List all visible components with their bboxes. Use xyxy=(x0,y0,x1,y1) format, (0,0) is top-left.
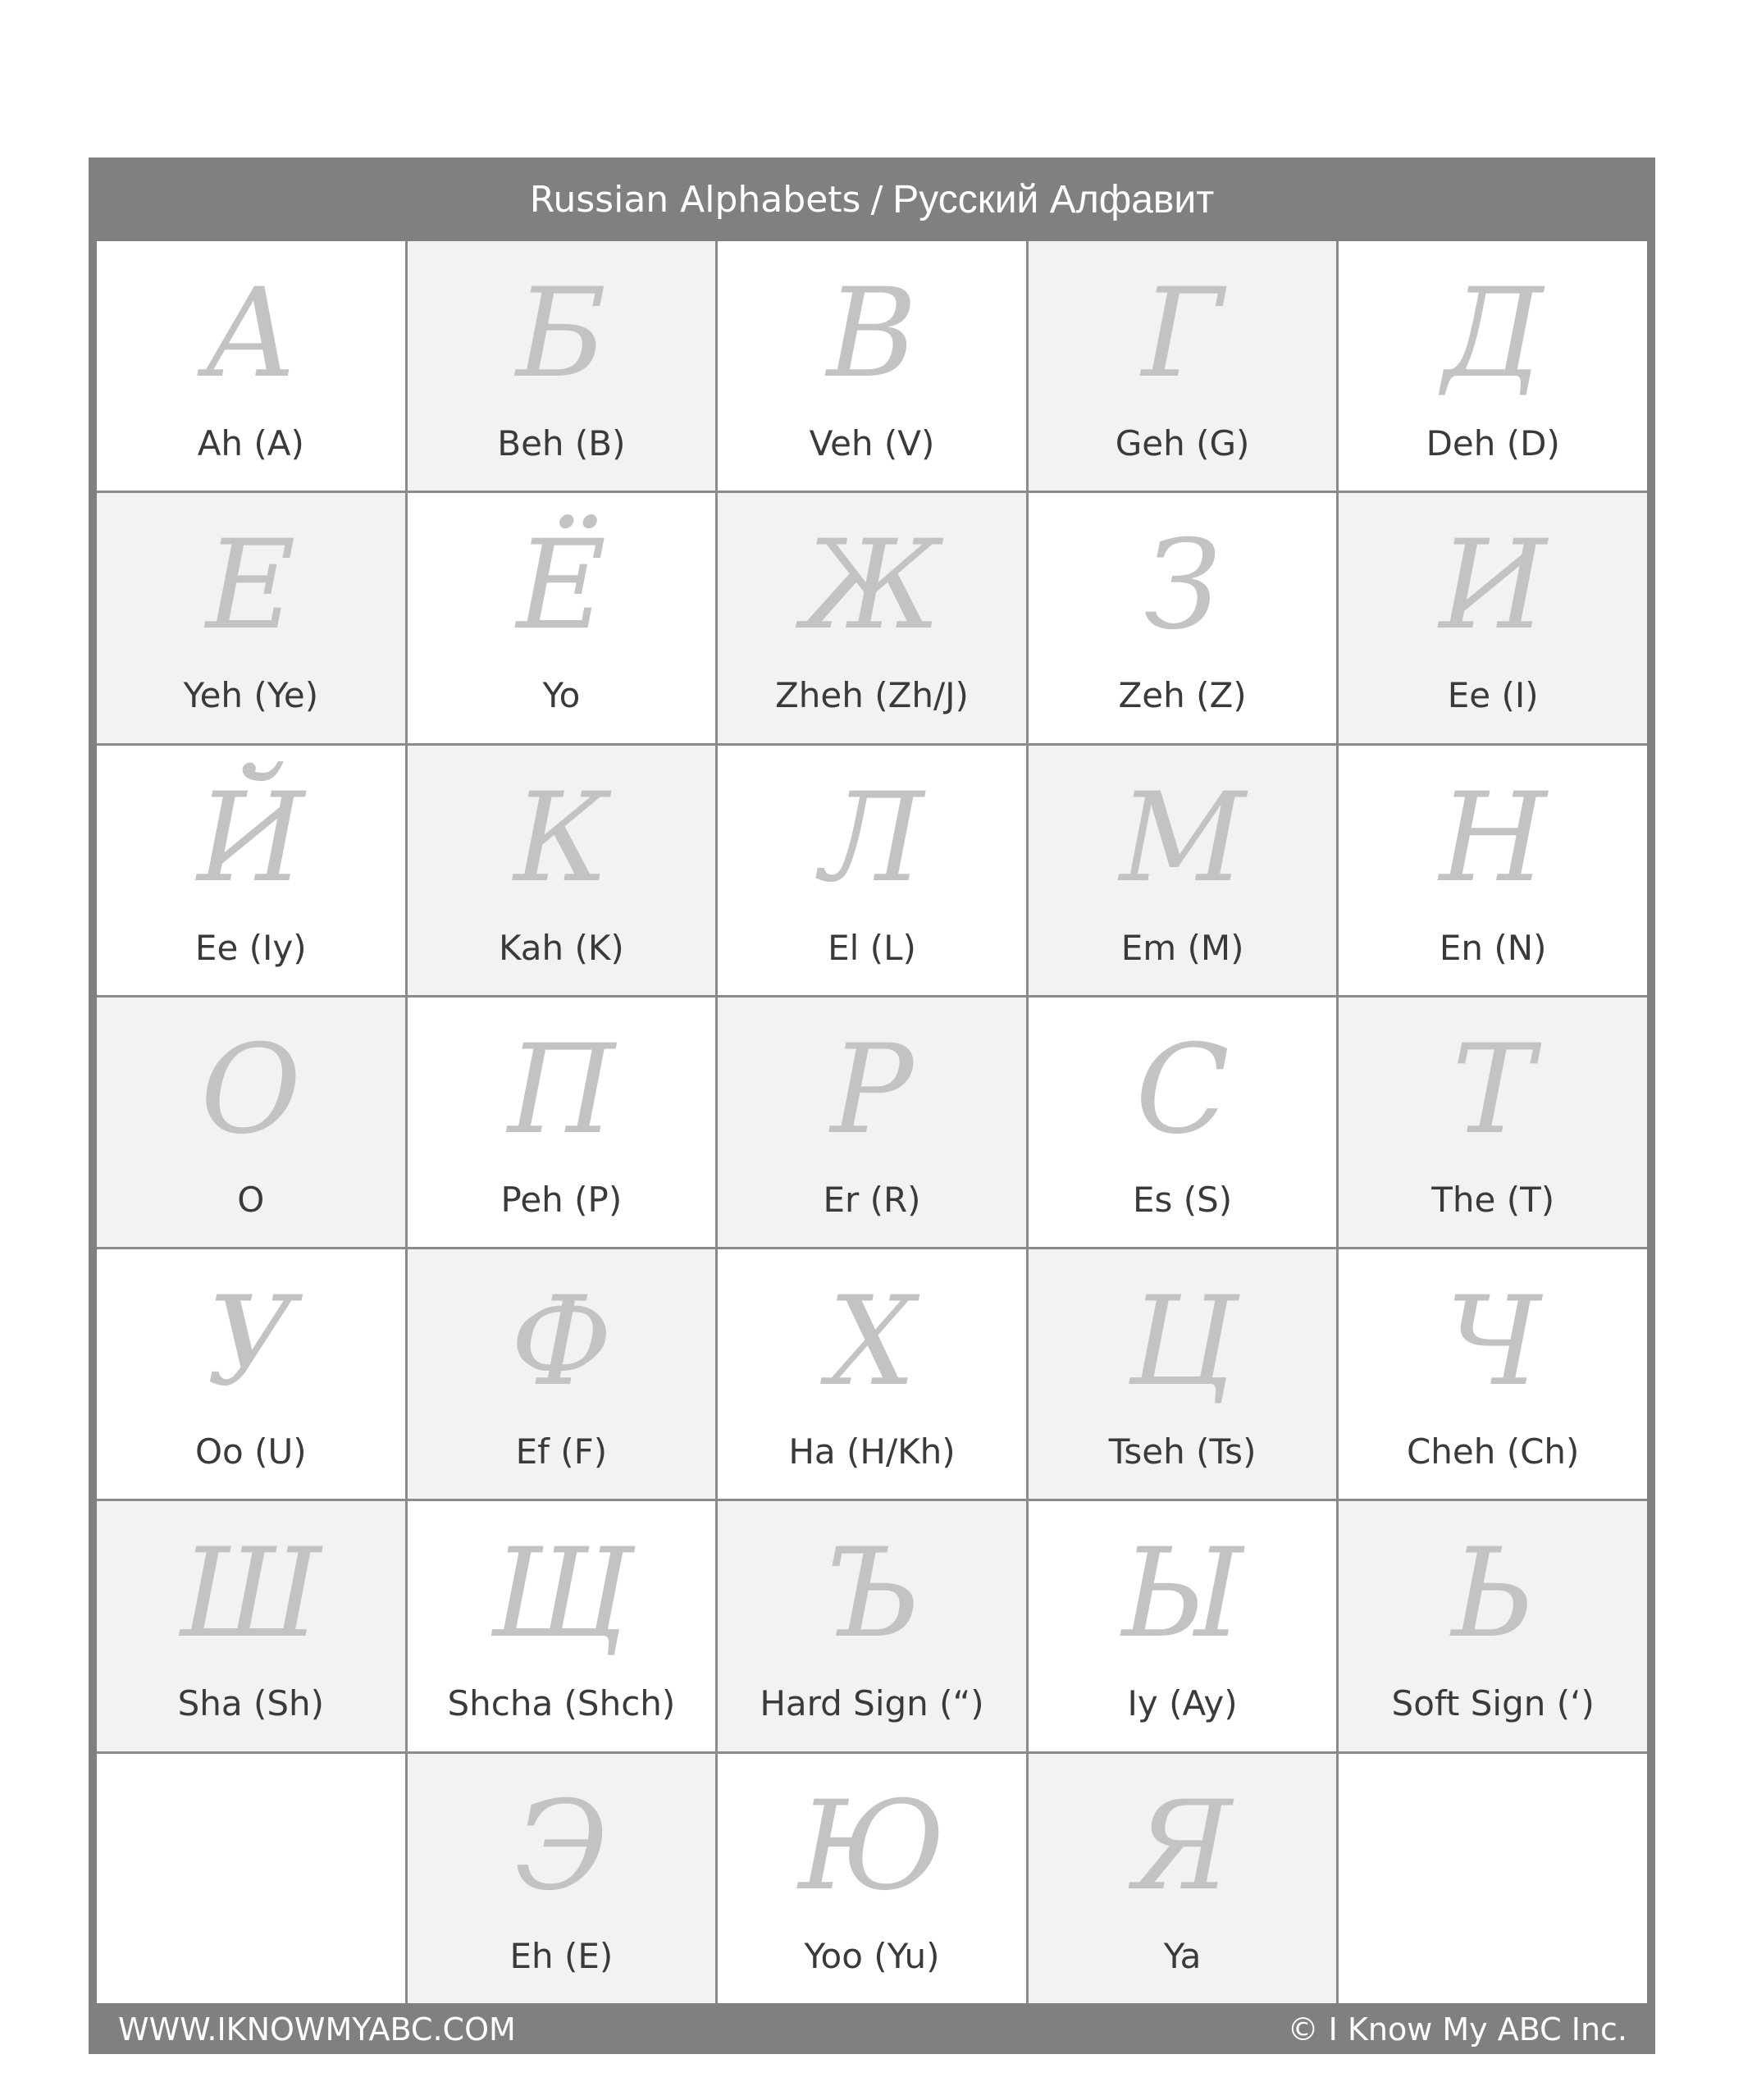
title-english: Russian Alphabets xyxy=(529,178,861,221)
cursive-letter: З xyxy=(1143,514,1221,658)
cursive-letter: Ю xyxy=(798,1774,946,1918)
letter-name: Yo xyxy=(542,675,581,716)
letter-name: Em (M) xyxy=(1120,927,1244,968)
letter-name: The (T) xyxy=(1431,1179,1555,1220)
letter-cell-de xyxy=(1339,241,1647,491)
letter-cell-soft-sign xyxy=(1339,1501,1647,1751)
cursive-letter: Ж xyxy=(802,514,942,658)
letter-name: Cheh (Ch) xyxy=(1406,1431,1580,1472)
letter-name: Deh (D) xyxy=(1426,423,1560,463)
cursive-letter: Н xyxy=(1439,766,1547,910)
letter-cell-sha xyxy=(97,1501,405,1751)
letter-name: Ha (H/Kh) xyxy=(788,1431,956,1472)
cursive-letter: К xyxy=(513,766,609,910)
letter-name: Shcha (Shch) xyxy=(447,1683,676,1724)
letter-cell-er xyxy=(718,998,1026,1247)
letter-name: Ef (F) xyxy=(515,1431,608,1472)
letter-name: Beh (B) xyxy=(497,423,626,463)
cursive-letter: С xyxy=(1135,1018,1230,1162)
letter-name: Yoo (Yu) xyxy=(804,1935,940,1976)
letter-name: Veh (V) xyxy=(809,423,935,463)
alphabet-chart xyxy=(89,158,1655,2054)
letter-name: Ah (A) xyxy=(197,423,304,463)
letter-cell-short-i xyxy=(97,746,405,995)
cursive-letter: Е xyxy=(206,514,296,658)
letter-cell-el xyxy=(718,746,1026,995)
letter-name: El (L) xyxy=(828,927,916,968)
letter-name: Eh (E) xyxy=(509,1935,614,1976)
letter-cell-a xyxy=(97,241,405,491)
cursive-letter: У xyxy=(206,1271,295,1414)
title-separator: / xyxy=(870,178,883,221)
title-bar xyxy=(89,158,1655,241)
cursive-letter: Э xyxy=(514,1774,609,1918)
letter-cell-tse xyxy=(1029,1249,1337,1499)
letter-cell-hard-sign xyxy=(718,1501,1026,1751)
letter-name: Kah (K) xyxy=(498,927,624,968)
letter-cell-i xyxy=(1339,493,1647,742)
cursive-letter: О xyxy=(200,1018,302,1162)
cursive-letter: Щ xyxy=(491,1522,632,1666)
letter-cell-ef xyxy=(408,1249,716,1499)
letter-cell-ze xyxy=(1029,493,1337,742)
letter-cell-o xyxy=(97,998,405,1247)
letter-cell-yo xyxy=(408,493,716,742)
cursive-letter: М xyxy=(1119,766,1246,910)
letter-cell-kha xyxy=(718,1249,1026,1499)
letter-name: Geh (G) xyxy=(1115,423,1250,463)
cursive-letter: Т xyxy=(1452,1018,1535,1162)
website-link[interactable]: WWW.IKNOWMYABC.COM xyxy=(118,2011,516,2048)
letter-name: Zheh (Zh/J) xyxy=(775,675,969,716)
letter-cell-e xyxy=(408,1754,716,2003)
cursive-letter: Я xyxy=(1133,1774,1233,1918)
cursive-letter: Б xyxy=(516,262,607,405)
cursive-letter: Ш xyxy=(180,1522,322,1666)
letter-cell-ve xyxy=(718,241,1026,491)
cursive-letter: Й xyxy=(197,766,305,910)
letter-cell-pe xyxy=(408,998,716,1247)
cursive-letter: Ё xyxy=(516,514,607,658)
letter-name: Oo (U) xyxy=(194,1431,307,1472)
footer-bar xyxy=(89,2003,1655,2054)
letter-name: En (N) xyxy=(1439,927,1547,968)
letter-cell-u xyxy=(97,1249,405,1499)
cursive-letter: Г xyxy=(1141,262,1224,405)
letter-name: Peh (P) xyxy=(500,1179,623,1220)
letter-grid xyxy=(97,241,1647,2003)
title-russian: Русский Алфавит xyxy=(892,177,1215,221)
cursive-letter: Ы xyxy=(1121,1522,1243,1666)
cursive-letter: П xyxy=(507,1018,615,1162)
letter-name: Sha (Sh) xyxy=(177,1683,324,1724)
cursive-letter: Ф xyxy=(510,1271,613,1414)
letter-name: Tseh (Ts) xyxy=(1108,1431,1257,1472)
letter-name: Ee (Iy) xyxy=(194,927,307,968)
letter-cell-ye xyxy=(97,493,405,742)
letter-name: O xyxy=(237,1179,265,1220)
letter-cell-es xyxy=(1029,998,1337,1247)
empty-cell xyxy=(97,1754,405,2003)
letter-name: Yeh (Ye) xyxy=(183,675,319,716)
cursive-letter: Р xyxy=(830,1018,914,1162)
letter-cell-em xyxy=(1029,746,1337,995)
letter-name: Zeh (Z) xyxy=(1118,675,1247,716)
letter-cell-be xyxy=(408,241,716,491)
empty-cell xyxy=(1339,1754,1647,2003)
letter-name: Hard Sign (“) xyxy=(760,1683,984,1724)
letter-name: Es (S) xyxy=(1132,1179,1233,1220)
letter-cell-ge xyxy=(1029,241,1337,491)
letter-name: Ya xyxy=(1163,1935,1202,1976)
letter-cell-zhe xyxy=(718,493,1026,742)
copyright-notice: © I Know My ABC Inc. xyxy=(1287,2011,1627,2048)
letter-cell-yery xyxy=(1029,1501,1337,1751)
cursive-letter: Д xyxy=(1443,262,1544,405)
letter-name: Soft Sign (‘) xyxy=(1391,1683,1595,1724)
letter-cell-yu xyxy=(718,1754,1026,2003)
cursive-letter: И xyxy=(1439,514,1547,658)
cursive-letter: Ч xyxy=(1445,1271,1541,1414)
letter-cell-che xyxy=(1339,1249,1647,1499)
cursive-letter: Х xyxy=(828,1271,916,1414)
letter-name: Ee (I) xyxy=(1447,675,1539,716)
letter-cell-shcha xyxy=(408,1501,716,1751)
letter-cell-ka xyxy=(408,746,716,995)
cursive-letter: Ъ xyxy=(823,1522,921,1666)
letter-cell-ya xyxy=(1029,1754,1337,2003)
letter-cell-te xyxy=(1339,998,1647,1247)
cursive-letter: А xyxy=(203,262,298,405)
letter-cell-en xyxy=(1339,746,1647,995)
cursive-letter: Л xyxy=(820,766,924,910)
cursive-letter: Ь xyxy=(1451,1522,1535,1666)
letter-name: Iy (Ay) xyxy=(1127,1683,1238,1724)
cursive-letter: Ц xyxy=(1129,1271,1236,1414)
letter-name: Er (R) xyxy=(823,1179,921,1220)
cursive-letter: В xyxy=(826,262,918,405)
